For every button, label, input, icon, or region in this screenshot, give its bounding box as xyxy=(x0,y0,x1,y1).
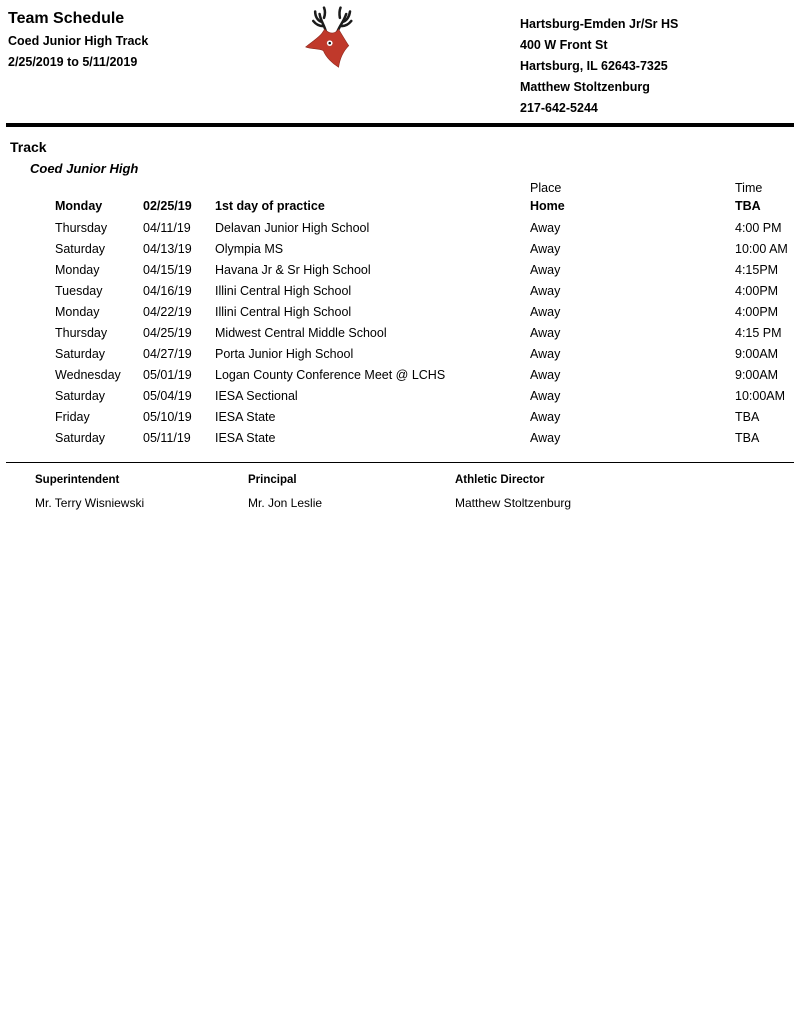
table-row xyxy=(0,385,800,406)
table-row xyxy=(0,259,800,280)
school-address-line2: Hartsburg, IL 62643-7325 xyxy=(520,59,668,73)
row-time: 4:00 PM xyxy=(735,220,782,235)
row-event: IESA State xyxy=(215,409,276,424)
row-date: 05/11/19 xyxy=(143,430,191,445)
schedule-table xyxy=(0,180,800,448)
row-time: 10:00AM xyxy=(735,388,786,403)
row-place: Away xyxy=(530,304,561,319)
row-day: Thursday xyxy=(55,220,108,235)
officials-roles-row xyxy=(0,474,800,496)
row-date: 05/01/19 xyxy=(143,367,192,382)
row-place: Away xyxy=(530,430,561,445)
row-day: Saturday xyxy=(55,430,106,445)
row-event: Illini Central High School xyxy=(215,304,352,319)
row-date: 04/27/19 xyxy=(143,346,192,361)
official-name: Matthew Stoltzenburg xyxy=(455,496,572,510)
officials-names-row xyxy=(0,496,800,510)
official-role: Athletic Director xyxy=(455,474,545,486)
footer-divider xyxy=(6,462,794,463)
row-event: Havana Jr & Sr High School xyxy=(215,262,371,277)
table-row-practice xyxy=(0,195,800,217)
header-divider xyxy=(6,123,794,127)
row-time: 10:00 AM xyxy=(735,241,788,256)
row-time: 4:15 PM xyxy=(735,325,782,340)
row-date: 05/10/19 xyxy=(143,409,192,424)
row-place: Away xyxy=(530,346,561,361)
sport-title: Track xyxy=(10,139,47,155)
row-day: Tuesday xyxy=(55,283,103,298)
table-row xyxy=(0,427,800,448)
row-date: 04/11/19 xyxy=(143,220,191,235)
column-header-place: Place xyxy=(530,181,562,195)
row-time: TBA xyxy=(735,409,760,424)
row-date: 04/16/19 xyxy=(143,283,192,298)
school-address-line1: 400 W Front St xyxy=(520,38,608,52)
row-day: Saturday xyxy=(55,346,106,361)
school-info-block xyxy=(520,14,678,119)
row-day: Wednesday xyxy=(55,367,121,382)
date-range: 2/25/2019 to 5/11/2019 xyxy=(8,55,138,69)
column-header-row xyxy=(0,180,800,195)
stag-mascot-icon xyxy=(293,2,369,78)
contact-phone: 217-642-5244 xyxy=(520,101,598,115)
row-time: 4:00PM xyxy=(735,304,779,319)
row-place: Away xyxy=(530,220,561,235)
row-time: 4:15PM xyxy=(735,262,779,277)
row-event: IESA State xyxy=(215,430,276,445)
row-event: Logan County Conference Meet @ LCHS xyxy=(215,367,446,382)
official-role: Superintendent xyxy=(35,474,120,486)
header-left-block xyxy=(8,10,148,76)
row-date: 02/25/19 xyxy=(143,199,192,213)
row-date: 04/15/19 xyxy=(143,262,192,277)
row-event: Delavan Junior High School xyxy=(215,220,370,235)
row-day: Saturday xyxy=(55,241,106,256)
team-subtitle: Coed Junior High Track xyxy=(8,34,149,48)
row-place: Away xyxy=(530,262,561,277)
row-day: Monday xyxy=(55,304,100,319)
team-level-title: Coed Junior High xyxy=(30,161,139,176)
official-name: Mr. Jon Leslie xyxy=(248,496,323,510)
row-place: Away xyxy=(530,388,561,403)
contact-name: Matthew Stoltzenburg xyxy=(520,80,650,94)
row-day: Thursday xyxy=(55,325,108,340)
row-place: Away xyxy=(530,283,561,298)
row-time: TBA xyxy=(735,199,761,213)
official-role: Principal xyxy=(248,474,297,486)
column-header-time: Time xyxy=(735,181,763,195)
table-row xyxy=(0,301,800,322)
row-event: Porta Junior High School xyxy=(215,346,354,361)
table-row xyxy=(0,364,800,385)
official-name: Mr. Terry Wisniewski xyxy=(35,496,145,510)
row-day: Monday xyxy=(55,262,100,277)
row-time: 9:00AM xyxy=(735,346,779,361)
table-row xyxy=(0,322,800,343)
row-event: 1st day of practice xyxy=(215,199,325,213)
row-date: 04/13/19 xyxy=(143,241,192,256)
row-date: 04/22/19 xyxy=(143,304,192,319)
row-date: 05/04/19 xyxy=(143,388,192,403)
row-date: 04/25/19 xyxy=(143,325,192,340)
page-title: Team Schedule xyxy=(8,10,125,27)
row-place: Home xyxy=(530,199,565,213)
row-day: Monday xyxy=(55,199,103,213)
table-row xyxy=(0,217,800,238)
row-event: Olympia MS xyxy=(215,241,284,256)
row-event: Midwest Central Middle School xyxy=(215,325,387,340)
row-day: Saturday xyxy=(55,388,106,403)
row-event: Illini Central High School xyxy=(215,283,352,298)
row-day: Friday xyxy=(55,409,90,424)
row-place: Away xyxy=(530,241,561,256)
table-row xyxy=(0,238,800,259)
table-row xyxy=(0,343,800,364)
row-time: TBA xyxy=(735,430,760,445)
row-time: 9:00AM xyxy=(735,367,779,382)
officials-block xyxy=(0,474,800,510)
row-event: IESA Sectional xyxy=(215,388,298,403)
row-place: Away xyxy=(530,409,561,424)
row-time: 4:00PM xyxy=(735,283,779,298)
school-name: Hartsburg-Emden Jr/Sr HS xyxy=(520,17,679,31)
row-place: Away xyxy=(530,367,561,382)
table-row xyxy=(0,406,800,427)
row-place: Away xyxy=(530,325,561,340)
table-row xyxy=(0,280,800,301)
